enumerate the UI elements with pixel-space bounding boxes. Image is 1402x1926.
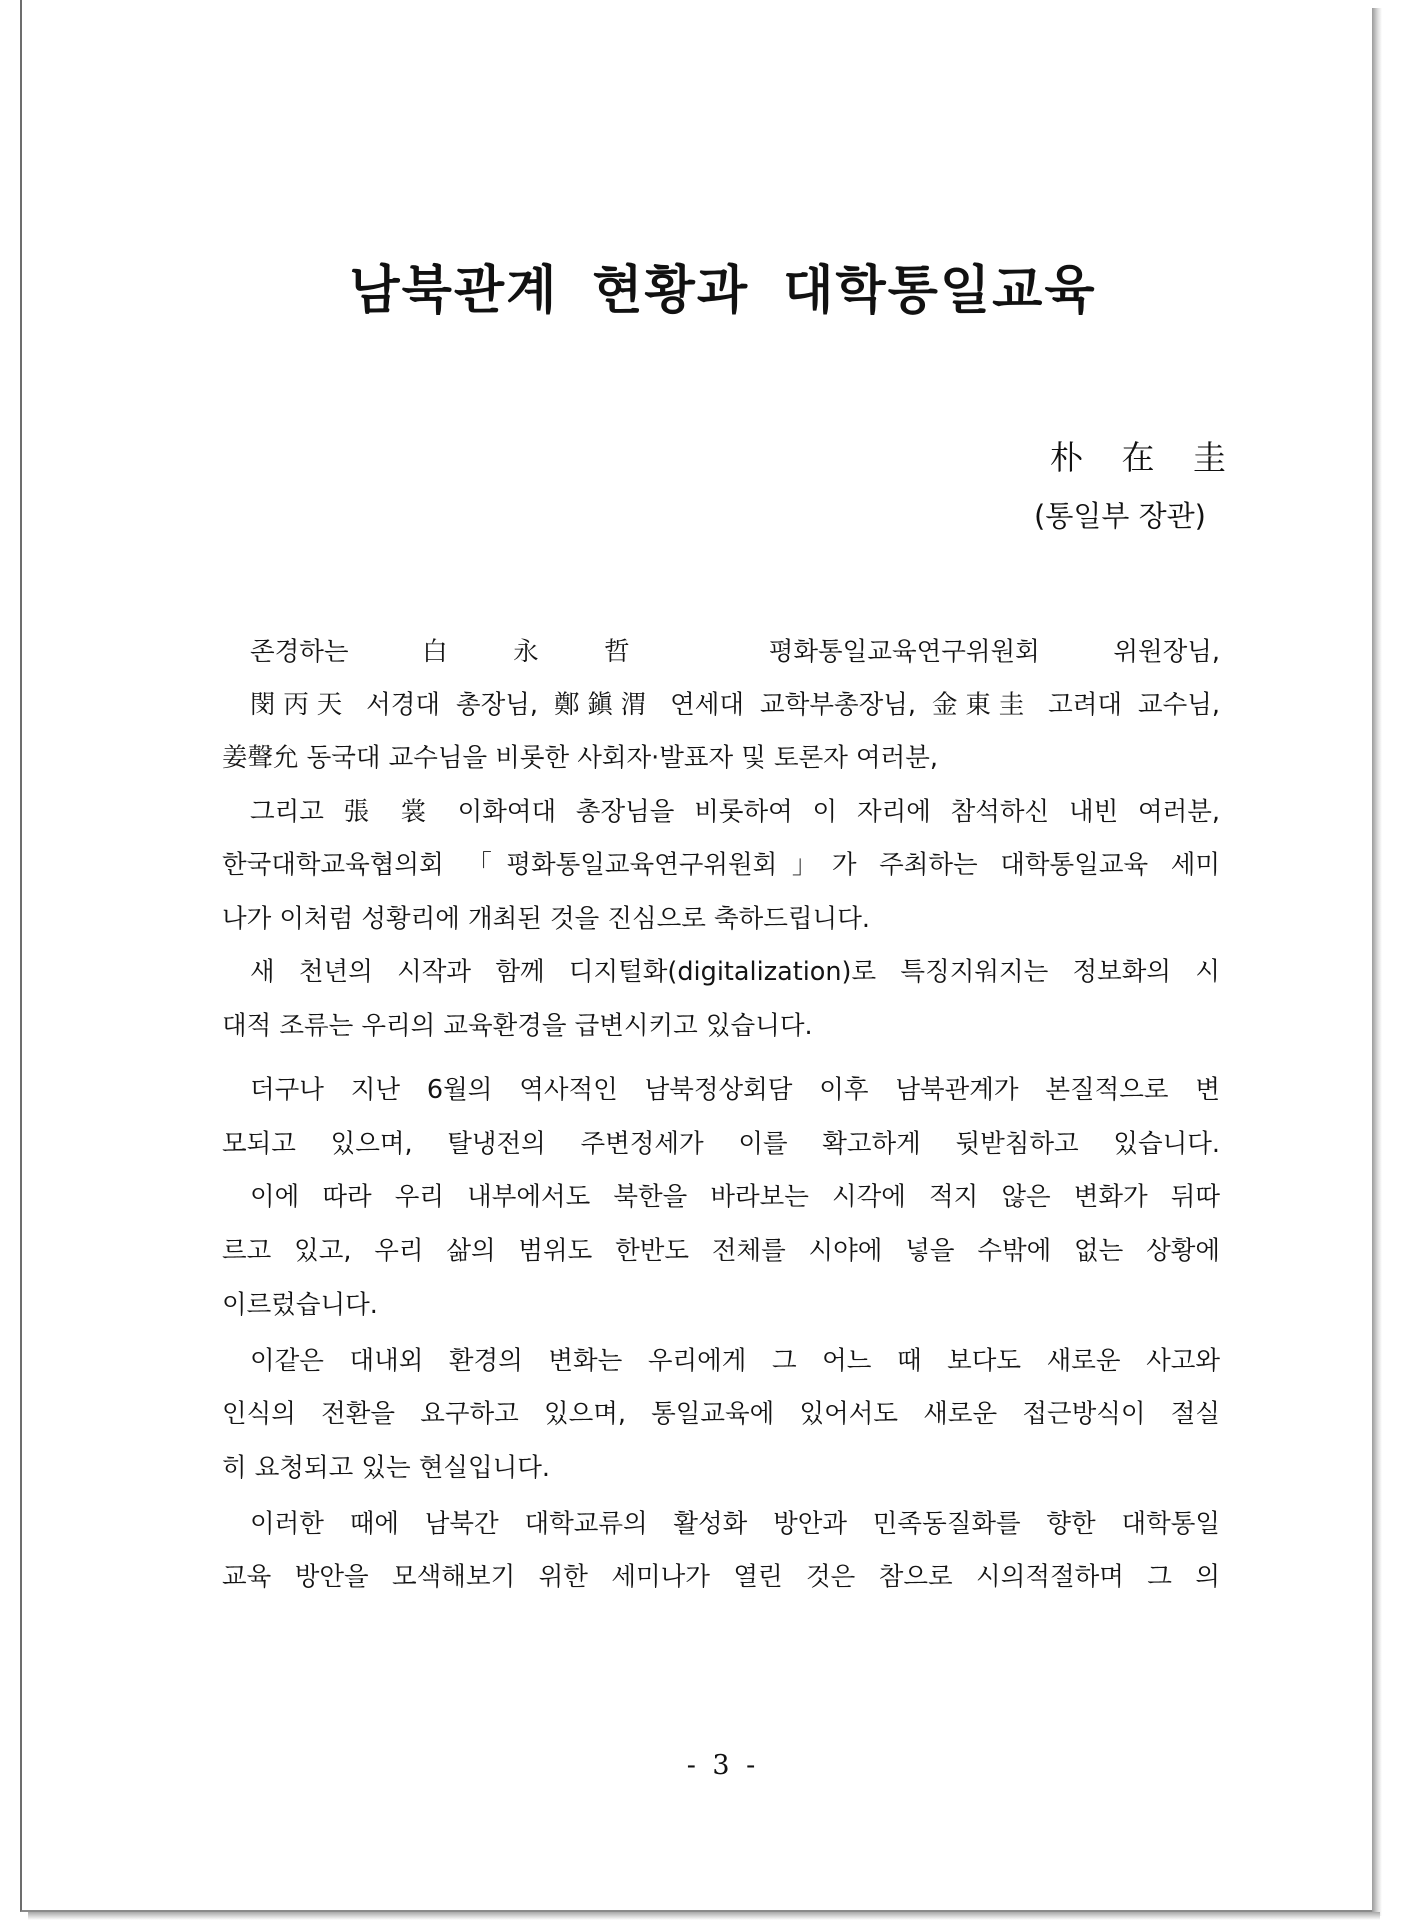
body-line: 姜聲允 동국대 교수님을 비롯한 사회자·발표자 및 토론자 여러분, [222,743,939,773]
author-position: (통일부 장관) [1034,499,1206,533]
body-line: 대적 조류는 우리의 교육환경을 급변시키고 있습니다. [222,1011,813,1041]
body-line: 새 천년의 시작과 함께 디지털화(digitalization)로 특징지워지는 정보화의 시 [250,957,1220,987]
document-title: 남북관계 현황과 대학통일교육 [349,261,1097,321]
body-line: 나가 이처럼 성황리에 개최된 것을 진심으로 축하드립니다. [222,904,870,934]
body-line: 이러한 때에 남북간 대학교류의 활성화 방안과 민족동질화를 향한 대학통일 [250,1509,1220,1539]
body-line: 히 요청되고 있는 현실입니다. [222,1453,551,1483]
body-line: 더구나 지난 6월의 역사적인 남북정상회담 이후 남북관계가 본질적으로 변 [250,1075,1220,1105]
author-name: 朴 在 圭 [1050,438,1240,477]
body-line: 그리고 張 裳 이화여대 총장님을 비롯하여 이 자리에 참석하신 내빈 여러분, [250,797,1220,827]
body-line: 이같은 대내외 환경의 변화는 우리에게 그 어느 때 보다도 새로운 사고와 [250,1346,1220,1376]
page-shadow-right [1372,8,1382,1916]
body-line: 존경하는 白永哲 평화통일교육연구위원회 위원장님, [250,637,1220,667]
body-line: 모되고 있으며, 탈냉전의 주변정세가 이를 확고하게 뒷받침하고 있습니다. [222,1129,1220,1159]
body-line: 인식의 전환을 요구하고 있으며, 통일교육에 있어서도 새로운 접근방식이 절실 [222,1399,1220,1429]
body-line: 이르렀습니다. [222,1290,378,1320]
body-line: 한국대학교육협의회 「평화통일교육연구위원회」가 주최하는 대학통일교육 세미 [222,850,1220,880]
page-shadow-bottom [28,1912,1380,1920]
page-number: - 3 - [686,1750,760,1781]
body-line: 교육 방안을 모색해보기 위한 세미나가 열린 것은 참으로 시의적절하며 그 의 [222,1562,1220,1592]
body-line: 이에 따라 우리 내부에서도 북한을 바라보는 시각에 적지 않은 변화가 뒤따 [250,1182,1220,1212]
body-line: 르고 있고, 우리 삶의 범위도 한반도 전체를 시야에 넣을 수밖에 없는 상황에 [222,1236,1220,1266]
body-line: 閔丙天 서경대 총장님, 鄭鎭渭 연세대 교학부총장님, 金東圭 고려대 교수님, [250,690,1220,720]
